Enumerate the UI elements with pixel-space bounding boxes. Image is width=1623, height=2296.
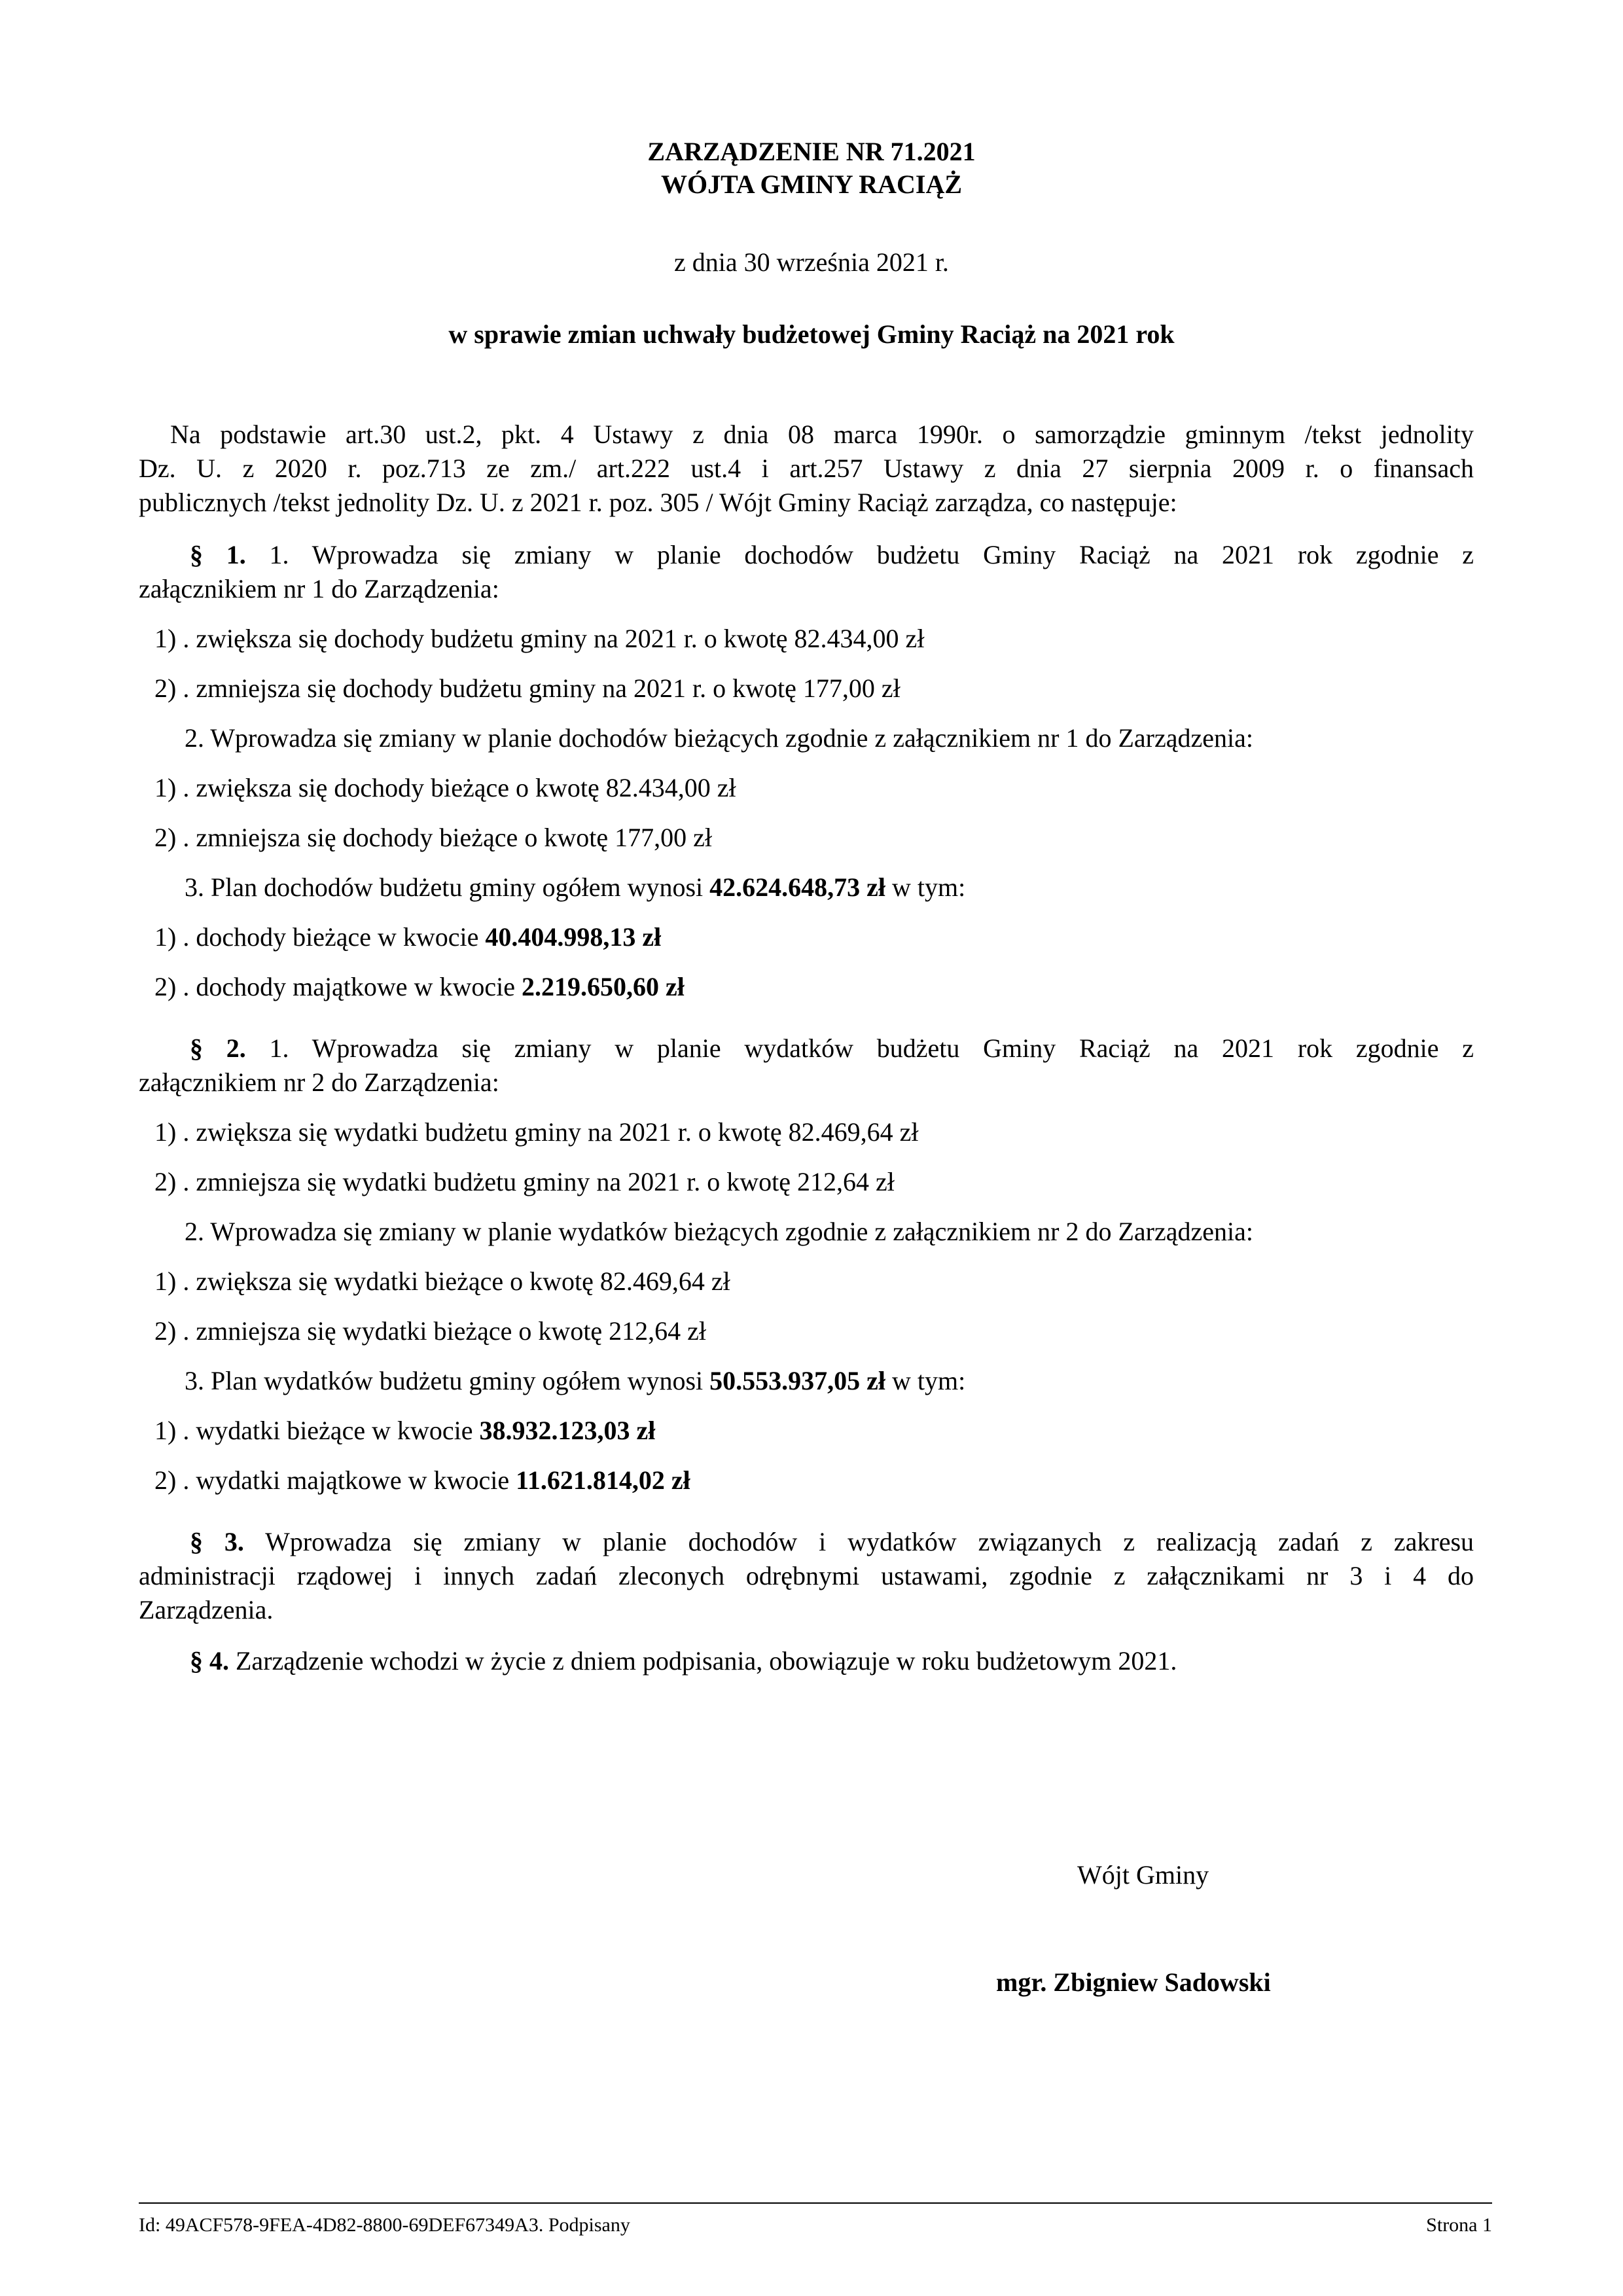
document-title-line2: WÓJTA GMINY RACIĄŻ	[660, 170, 963, 199]
section2-p2-item2: 2) . zmniejsza się wydatki bieżące o kwotę 212,64 zł	[154, 1316, 707, 1346]
section3-line2: administracji rządowej i innych zadań zleconych odrębnymi ustawami, zgodnie z załącznikami nr 3 i 4 do	[139, 1561, 1474, 1590]
section2-p3-item2	[154, 1463, 690, 1498]
section2-p3-item1-value: 38.932.123,03 zł	[479, 1416, 656, 1445]
section1-p3-suffix: w tym:	[885, 872, 966, 902]
section2-p3-total: 50.553.937,05 zł	[709, 1366, 886, 1395]
preamble-line1: Na podstawie art.30 ust.2, pkt. 4 Ustawy z dnia 08 marca 1990r. o samorządzie gminnym /tekst jednolity	[170, 420, 1474, 449]
signature-role: Wójt Gminy	[1077, 1860, 1209, 1890]
footer-page-number: Strona 1	[1426, 2214, 1492, 2236]
section2-paragraph2: 2. Wprowadza się zmiany w planie wydatków bieżących zgodnie z załącznikiem nr 2 do Zarządzenia:	[185, 1217, 1253, 1246]
document-subject: w sprawie zmian uchwały budżetowej Gminy Raciąż na 2021 rok	[448, 319, 1175, 349]
document-title-line1: ZARZĄDZENIE NR 71.2021	[647, 137, 976, 166]
section3-mark: § 3.	[190, 1527, 244, 1556]
document-date: z dnia 30 września 2021 r.	[674, 247, 949, 277]
section2-p3-item1	[154, 1414, 655, 1448]
section2-p2-item1: 1) . zwiększa się wydatki bieżące o kwotę 82.469,64 zł	[154, 1266, 730, 1296]
section4-paragraph	[190, 1644, 1177, 1678]
section1-mark: § 1.	[190, 540, 246, 569]
section1-p1-text: 1. Wprowadza się zmiany w planie dochodów budżetu Gminy Raciąż na 2021 rok zgodnie z	[269, 540, 1474, 569]
signature-name: mgr. Zbigniew Sadowski	[996, 1967, 1271, 1997]
section2-p3-suffix: w tym:	[885, 1366, 966, 1395]
section2-paragraph3	[185, 1364, 965, 1398]
section2-paragraph1-line2: załącznikiem nr 2 do Zarządzenia:	[139, 1067, 499, 1097]
section1-p3-item2	[154, 970, 685, 1004]
section1-p2-item2: 2) . zmniejsza się dochody bieżące o kwotę 177,00 zł	[154, 823, 712, 852]
section3-line1	[139, 1525, 1474, 1559]
section1-p3-total: 42.624.648,73 zł	[709, 872, 886, 902]
section2-p3-item2-value: 11.621.814,02 zł	[516, 1465, 690, 1495]
section4-text: Zarządzenie wchodzi w życie z dniem podpisania, obowiązuje w roku budżetowym 2021.	[236, 1646, 1177, 1676]
footer-divider	[139, 2202, 1492, 2204]
preamble-line3: publicznych /tekst jednolity Dz. U. z 2021 r. poz. 305 / Wójt Gminy Raciąż zarządza, co następuje:	[139, 488, 1177, 517]
section1-paragraph3	[185, 870, 965, 905]
section3-line3: Zarządzenia.	[139, 1595, 274, 1624]
section1-p3-prefix: 3. Plan dochodów budżetu gminy ogółem wynosi	[185, 872, 710, 902]
section1-paragraph2: 2. Wprowadza się zmiany w planie dochodów bieżących zgodnie z załącznikiem nr 1 do Zarządzenia:	[185, 723, 1253, 753]
footer-document-id: Id: 49ACF578-9FEA-4D82-8800-69DEF67349A3. Podpisany	[139, 2214, 630, 2236]
section2-mark: § 2.	[190, 1033, 246, 1063]
section1-p1-item2: 2) . zmniejsza się dochody budżetu gminy na 2021 r. o kwotę 177,00 zł	[154, 673, 901, 703]
section3-text-line1: Wprowadza się zmiany w planie dochodów i wydatków związanych z realizacją zadań z zakresu	[265, 1527, 1474, 1556]
section1-p3-item2-value: 2.219.650,60 zł	[521, 972, 685, 1001]
section4-mark: § 4.	[190, 1646, 229, 1676]
section1-p3-item1	[154, 920, 661, 954]
section1-paragraph1-line2: załącznikiem nr 1 do Zarządzenia:	[139, 574, 499, 603]
section1-p3-item1-value: 40.404.998,13 zł	[485, 922, 662, 952]
section2-p3-prefix: 3. Plan wydatków budżetu gminy ogółem wynosi	[185, 1366, 710, 1395]
section1-p1-item1: 1) . zwiększa się dochody budżetu gminy na 2021 r. o kwotę 82.434,00 zł	[154, 624, 925, 653]
section2-p3-item1-prefix: 1) . wydatki bieżące w kwocie	[154, 1416, 480, 1445]
section2-paragraph1-line1	[139, 1031, 1474, 1066]
section2-p1-item1: 1) . zwiększa się wydatki budżetu gminy na 2021 r. o kwotę 82.469,64 zł	[154, 1117, 919, 1147]
section2-p3-item2-prefix: 2) . wydatki majątkowe w kwocie	[154, 1465, 516, 1495]
preamble-line2: Dz. U. z 2020 r. poz.713 ze zm./ art.222 ust.4 i art.257 Ustawy z dnia 27 sierpnia 2009 r. o finansach	[139, 454, 1474, 483]
section1-p3-item1-prefix: 1) . dochody bieżące w kwocie	[154, 922, 486, 952]
section1-paragraph1-line1	[139, 538, 1474, 572]
section1-p2-item1: 1) . zwiększa się dochody bieżące o kwotę 82.434,00 zł	[154, 773, 736, 802]
section1-p3-item2-prefix: 2) . dochody majątkowe w kwocie	[154, 972, 522, 1001]
section2-p1-item2: 2) . zmniejsza się wydatki budżetu gminy na 2021 r. o kwotę 212,64 zł	[154, 1167, 895, 1196]
section2-p1-text: 1. Wprowadza się zmiany w planie wydatków budżetu Gminy Raciąż na 2021 rok zgodnie z	[269, 1033, 1474, 1063]
